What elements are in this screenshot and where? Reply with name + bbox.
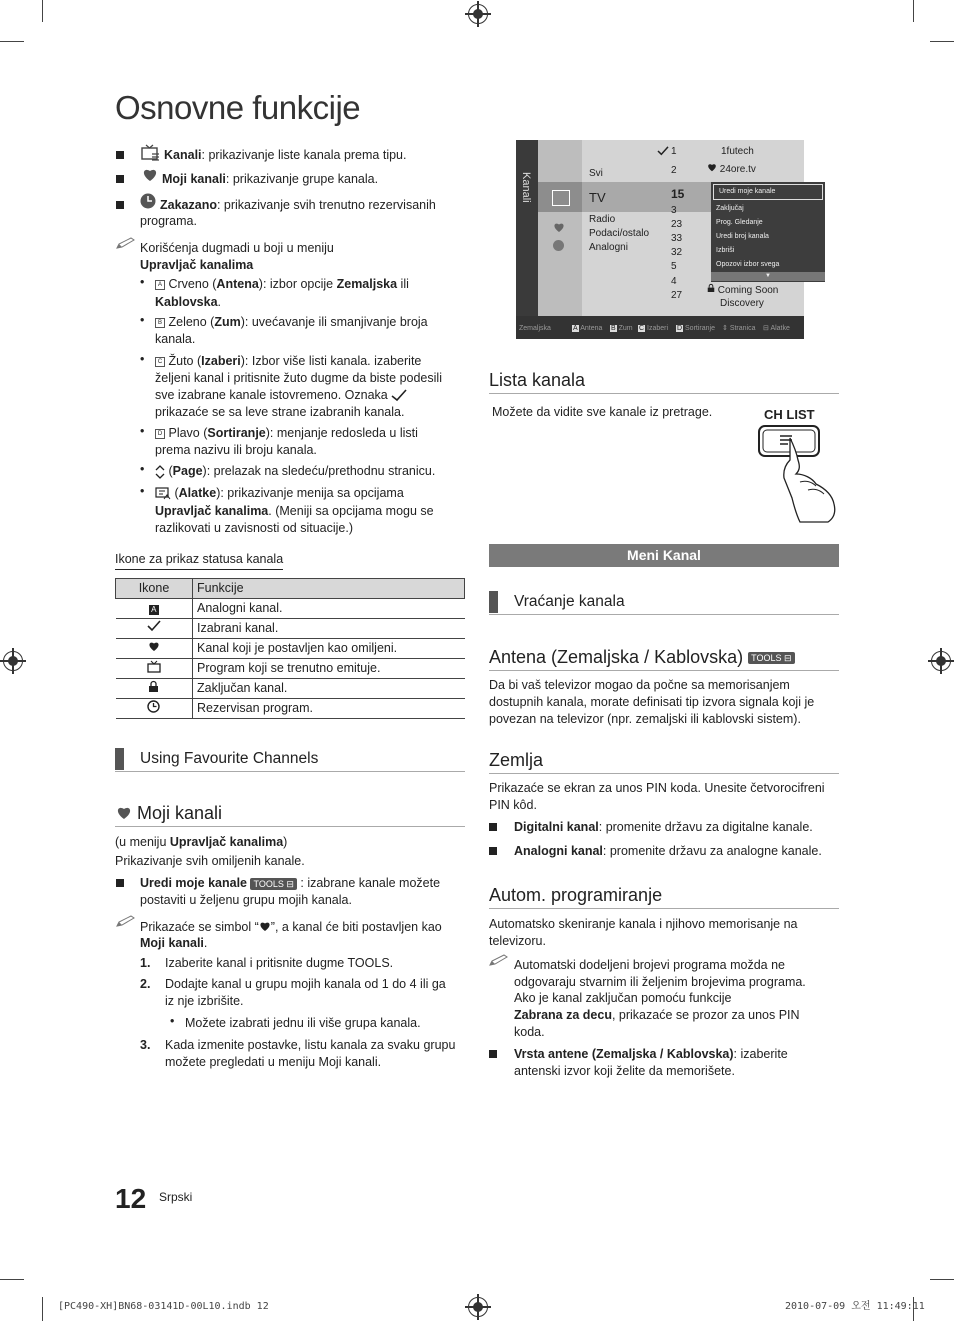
table-row: [116, 619, 465, 639]
note-pencil-icon: [116, 236, 136, 255]
lock-icon: [148, 680, 159, 693]
table-row: [116, 639, 465, 659]
autom-note: koda.: [514, 1025, 545, 1039]
lock-icon: [707, 283, 715, 293]
ch-list-button-hand-icon: [756, 424, 840, 529]
table-cell: Kanal koji je postavljen kao omiljeni.: [193, 639, 465, 659]
heart-icon: [116, 806, 132, 820]
moji-paragraph: (u meniju Upravljač kanalima): [115, 835, 288, 849]
tv-bottom-bar: Zemaljska A Antena B Zum C Izaberi D Sortiranje ⇕ Stranica ⊟ Alatke: [516, 316, 804, 339]
key-d-icon: D: [155, 429, 165, 439]
heart-icon: [259, 921, 271, 932]
tv-category: Radio: [589, 214, 616, 225]
note-pencil-icon: [489, 953, 509, 972]
crop-mark: [0, 1279, 24, 1280]
note2-text: Prikazaće se simbol “ ”, a kanal će biti postavljen kao: [140, 920, 442, 934]
lista-kanala-heading: Lista kanala: [489, 370, 586, 390]
bullet-bold: Zakazano: [160, 198, 217, 212]
tv-tools-menu: [711, 182, 825, 282]
registration-mark-icon: [468, 1297, 488, 1317]
section-heading-vracanje: Vraćanje kanala: [489, 591, 839, 615]
divider: [489, 614, 839, 615]
analog-icon: A: [149, 605, 159, 615]
tv-channel-name: 24ore.tv: [707, 163, 756, 176]
divider: [489, 393, 839, 394]
autom-note: odgovaraju stvarnim ili željenim brojevima programa.: [514, 975, 806, 989]
moji-paragraph: Prikazivanje svih omiljenih kanale.: [115, 854, 305, 868]
square-bullet-icon: [116, 175, 124, 183]
section-heading-favourite: Using Favourite Channels: [115, 748, 465, 772]
heart-icon: [707, 163, 717, 172]
table-row: [116, 599, 465, 619]
bullet-text: : prikazivanje grupe kanala.: [225, 172, 379, 186]
footer-date: 2010-07-09 오전 11:49:11: [785, 1301, 925, 1312]
heart-icon: [142, 168, 158, 187]
crop-mark: [0, 41, 24, 42]
table-cell: Analogni kanal.: [193, 599, 465, 619]
tools-icon: [155, 487, 171, 500]
table-header: Funkcije: [193, 579, 465, 599]
table-cell: Rezervisan program.: [193, 699, 465, 719]
heart-icon: [553, 222, 565, 233]
divider: [489, 908, 839, 909]
status-title: Ikone za prikaz statusa kanala: [115, 551, 283, 570]
clock-icon: [139, 192, 157, 215]
clock-icon: [147, 700, 160, 713]
zemlja-text: PIN kôd.: [489, 798, 537, 812]
tv-side: [516, 140, 538, 312]
lista-kanala-text: Možete da vidite sve kanale iz pretrage.: [492, 405, 713, 419]
page-number: 12: [115, 1183, 147, 1214]
tv-menu-item: Prog. Gledanje: [716, 219, 763, 226]
table-cell: Zaključan kanal.: [193, 679, 465, 699]
heart-icon: [148, 641, 160, 652]
bullet-text: : prikazivanje svih trenutno rezervisanih: [216, 198, 436, 212]
autom-heading: Autom. programiranje: [489, 885, 663, 905]
status-table: [115, 578, 465, 719]
divider: [115, 771, 465, 772]
ch-list-label: CH LIST: [764, 407, 815, 422]
bullet-text: : prikazivanje liste kanala prema tipu.: [201, 148, 407, 162]
note2-text-cont: Moji kanali.: [140, 936, 208, 950]
check-icon: [147, 620, 161, 632]
table-row: [116, 659, 465, 679]
autom-text: Automatsko skeniranje kanala i njihovo memorisanje na: [489, 917, 798, 931]
tools-badge: TOOLS ⊟: [748, 652, 794, 664]
bullet-bold: Moji kanali: [162, 172, 226, 186]
key-c-icon: C: [155, 357, 165, 367]
antena-text: Da bi vaš televizor mogao da počne sa memorisanjem: [489, 678, 790, 692]
registration-mark-icon: [468, 4, 488, 24]
zemlja-text: Prikazaće se ekran za unos PIN koda. Unesite četvorocifreni: [489, 781, 825, 795]
crop-mark: [930, 41, 954, 42]
tv-category: TV: [589, 190, 606, 205]
language-label: Srpski: [159, 1190, 193, 1204]
note-text: Korišćenja dugmadi u boji u meniju: [140, 241, 334, 255]
bullet-bold: Kanali: [164, 148, 202, 162]
square-bullet-icon: [116, 201, 124, 209]
tv-channel-name: 1futech: [721, 146, 754, 157]
registration-mark-icon: [931, 651, 951, 671]
divider: [115, 826, 465, 827]
tv-side-label: Kanali: [520, 172, 532, 203]
divider: [489, 773, 839, 774]
autom-text: televizoru.: [489, 934, 546, 948]
antena-heading: Antena (Zemaljska / Kablovska) TOOLS ⊟: [489, 646, 795, 670]
tv-channel-numbers: 1 2 15 3 23 33 32 5 4 27: [671, 146, 685, 301]
divider: [489, 670, 839, 671]
clock-icon: [553, 240, 564, 251]
tv-category-icons: [538, 140, 582, 316]
tv-category: Analogni: [589, 242, 628, 253]
antena-text: povezan na televizor (npr. zemaljski ili kablovski sistem).: [489, 712, 801, 726]
check-icon: [657, 146, 669, 156]
meni-kanal-banner: Meni Kanal: [489, 544, 839, 567]
tv-category: Svi: [589, 168, 603, 179]
note-pencil-icon: [116, 914, 136, 933]
registration-mark-icon: [3, 651, 23, 671]
zemlja-heading: Zemlja: [489, 750, 544, 770]
tv-channel-name: Discovery: [720, 298, 764, 309]
tv-menu-item: Uredi broj kanala: [716, 233, 769, 240]
tv-category: Podaci/ostalo: [589, 228, 650, 239]
autom-note: Ako je kanal zaključan pomoću funkcije: [514, 991, 732, 1005]
antena-text: dostupnih kanala, morate definisati tip izvora signala koji je: [489, 695, 815, 709]
crop-mark: [913, 0, 914, 22]
key-b-icon: B: [155, 318, 165, 328]
key-a-icon: A: [155, 280, 165, 290]
autom-note: Zabrana za decu, prikazaće se prozor za unos PIN: [514, 1008, 800, 1022]
tv-channel-name: Coming Soon: [707, 283, 778, 297]
tv-menu-item: Uredi moje kanale: [713, 184, 823, 200]
tv-menu-item: Opozovi izbor svega: [716, 261, 780, 268]
crop-mark: [930, 1279, 954, 1280]
channel-list-icon: [140, 144, 160, 167]
tv-main: [538, 140, 804, 316]
crop-mark: [42, 0, 43, 22]
square-bullet-icon: [116, 151, 124, 159]
tv-channel-list-screen: [516, 140, 804, 339]
tv-icon: [147, 660, 161, 673]
table-header: Ikone: [116, 579, 193, 599]
page-updown-icon: [155, 465, 165, 479]
page-title: Osnovne funkcije: [115, 89, 361, 126]
bullet-text-cont: programa.: [140, 214, 197, 228]
note-text-bold: Upravljač kanalima: [140, 258, 254, 272]
table-cell: Izabrani kanal.: [193, 619, 465, 639]
tv-menu-item: Zaključaj: [716, 205, 744, 212]
autom-note: Automatski dodeljeni brojevi programa možda ne: [514, 958, 785, 972]
table-row: [116, 699, 465, 719]
check-icon: [391, 389, 407, 402]
footer-file: [PC490-XH]BN68-03141D-00L10.indb 12: [58, 1301, 269, 1312]
table-header-row: [116, 579, 465, 599]
moji-kanali-heading: Moji kanali: [116, 802, 222, 826]
tv-menu-item: Izbriši: [716, 247, 735, 254]
table-row: [116, 679, 465, 699]
tools-badge: TOOLS ⊟: [250, 878, 296, 890]
crop-mark: [42, 1297, 43, 1321]
scroll-down-icon: ▼: [711, 272, 825, 281]
table-cell: Program koji se trenutno emituje.: [193, 659, 465, 679]
